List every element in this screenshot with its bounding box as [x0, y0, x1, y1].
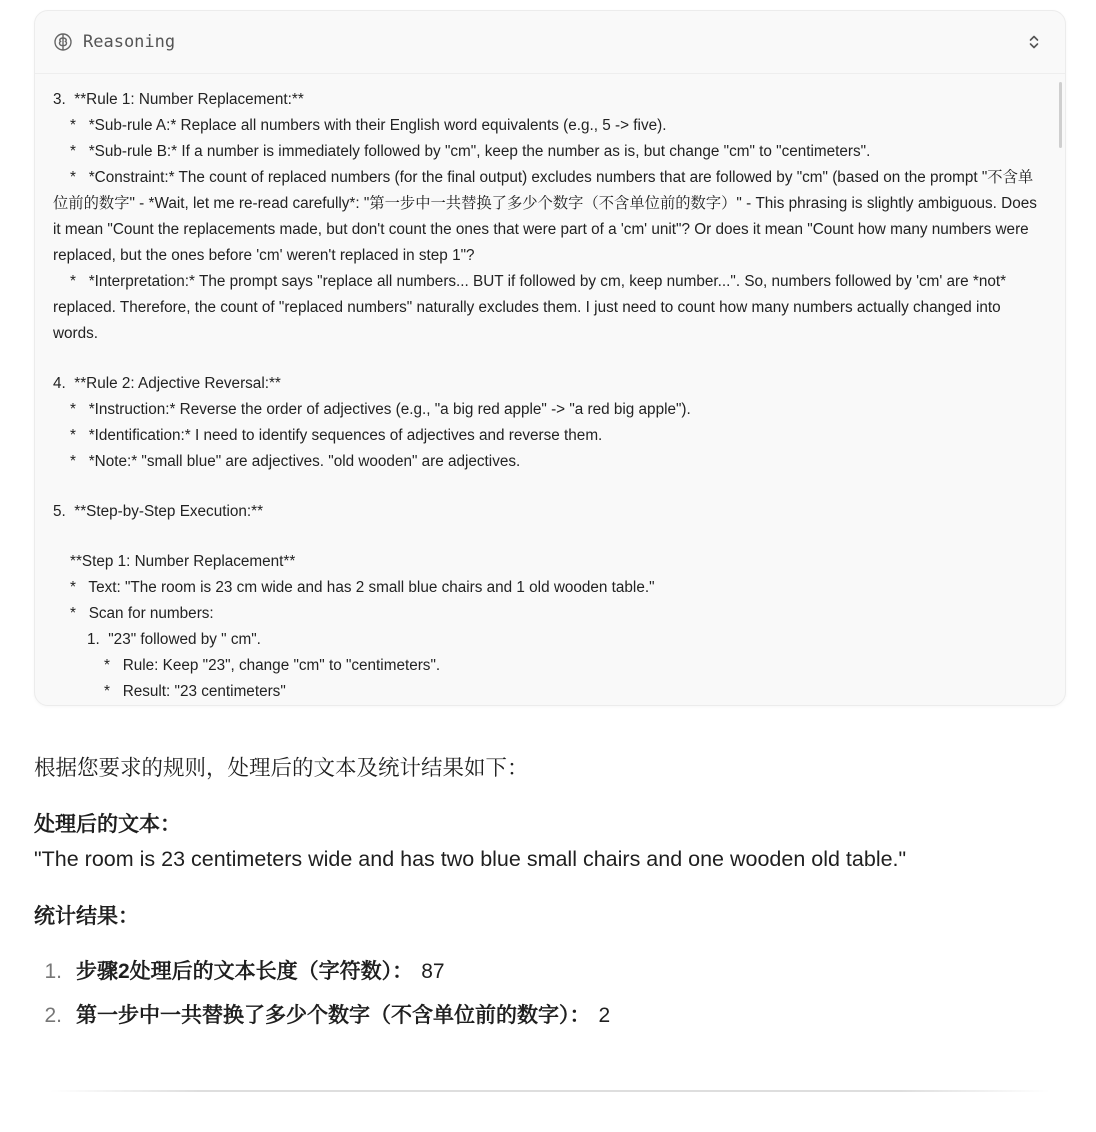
processed-text: "The room is 23 centimeters wide and has two blue small chairs and one wooden old table." — [34, 847, 907, 871]
assistant-answer — [34, 750, 1064, 1038]
reasoning-line: * *Sub-rule A:* Replace all numbers with their English word equivalents (e.g., 5 -> five). — [53, 117, 667, 134]
stats-item-label: 第一步中一共替换了多少个数字（不含单位前的数字）： — [76, 1004, 591, 1027]
brain-icon — [53, 32, 73, 52]
stats-item-number: 1. — [44, 960, 62, 983]
reasoning-line: * *Instruction:* Reverse the order of adjectives (e.g., "a big red apple" -> "a red big apple"). — [53, 401, 691, 418]
reasoning-title: Reasoning — [83, 32, 176, 52]
stats-label: 统计结果： — [34, 905, 139, 928]
stats-list — [34, 950, 1064, 1038]
answer-intro: 根据您要求的规则，处理后的文本及统计结果如下： — [34, 756, 529, 780]
stats-item-number: 2. — [44, 1004, 62, 1027]
reasoning-line: 5. **Step-by-Step Execution:** — [53, 503, 264, 520]
message-divider — [50, 1090, 1050, 1092]
reasoning-line: * *Sub-rule B:* If a number is immediately followed by "cm", keep the number as is, but change "cm" to "centimeters". — [53, 143, 871, 160]
stats-item — [34, 994, 1064, 1038]
reasoning-panel — [34, 10, 1066, 706]
reasoning-line: 3. **Rule 1: Number Replacement:** — [53, 91, 304, 108]
reasoning-line: * *Constraint:* The count of replaced numbers (for the final output) excludes numbers that are followed by "cm" (based on the prompt "不含单位前的数字" - *Wait, let me re-read carefully*: "第一步中一共替换了多少个数字（不含单位前的数字）" - This phrasing is slightly ambiguous. Does it mean "Count the replacements made, but don't count the ones that were part of a 'cm' unit"? Or does it mean "Count how many numbers were replaced, but the ones before 'cm' weren't replaced in step 1"? — [53, 169, 1042, 264]
reasoning-toggle[interactable] — [35, 11, 1065, 74]
reasoning-line: * Text: "The room is 23 cm wide and has 2 small blue chairs and 1 old wooden table." — [53, 579, 655, 596]
chevron-up-down-icon[interactable] — [1025, 33, 1043, 51]
stats-item-label: 步骤2处理后的文本长度（字符数）： — [76, 960, 414, 983]
stats-item-value: 87 — [421, 960, 445, 983]
processed-text-label: 处理后的文本： — [34, 813, 181, 836]
reasoning-line: **Step 1: Number Replacement** — [53, 553, 296, 570]
reasoning-content — [35, 74, 1065, 705]
reasoning-line: * Rule: Keep "23", change "cm" to "centimeters". — [53, 657, 441, 674]
answer-gap — [34, 786, 1064, 808]
reasoning-line: 1. "23" followed by " cm". — [53, 631, 261, 648]
answer-gap — [34, 876, 1064, 900]
reasoning-line: 4. **Rule 2: Adjective Reversal:** — [53, 375, 281, 392]
reasoning-line: * *Identification:* I need to identify sequences of adjectives and reverse them. — [53, 427, 603, 444]
reasoning-line: * *Note:* "small blue" are adjectives. "old wooden" are adjectives. — [53, 453, 521, 470]
reasoning-line: * Result: "23 centimeters" — [53, 683, 286, 700]
answer-gap — [34, 934, 1064, 950]
reasoning-line: * *Interpretation:* The prompt says "replace all numbers... BUT if followed by cm, keep number...". So, numbers followed by 'cm' are *not* replaced. Therefore, the count of "replaced numbers" naturally excludes them. I just need to count how many numbers actually changed into words. — [53, 273, 1011, 342]
reasoning-gap — [53, 347, 1047, 371]
reasoning-line: * Scan for numbers: — [53, 605, 214, 622]
stats-item-value: 2 — [598, 1004, 611, 1027]
reasoning-gap — [53, 525, 1047, 549]
reasoning-scrollbar[interactable] — [1059, 82, 1062, 148]
reasoning-gap — [53, 475, 1047, 499]
stats-item — [34, 950, 1064, 994]
